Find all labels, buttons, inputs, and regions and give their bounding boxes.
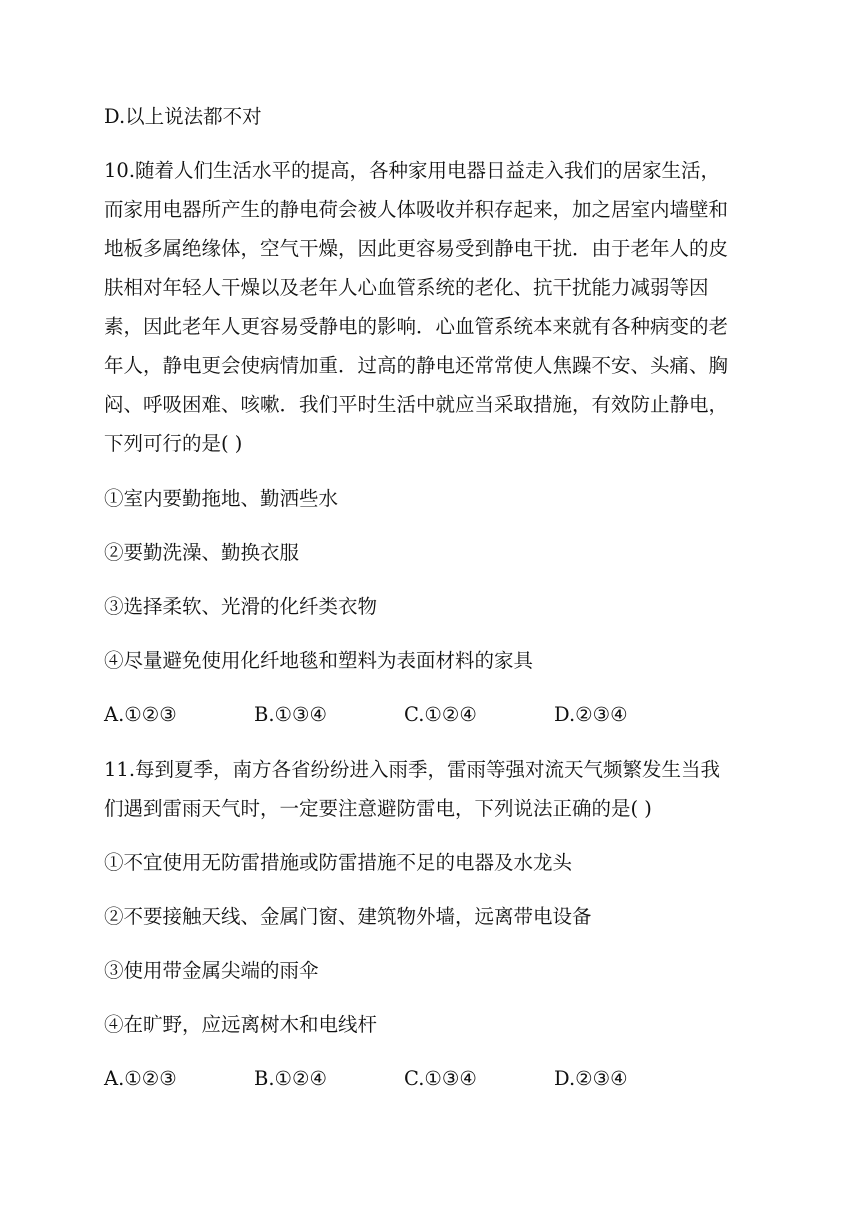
- question-10-option-a[interactable]: A.①②③: [104, 703, 177, 726]
- question-11-option-d[interactable]: D.②③④: [554, 1067, 628, 1090]
- question-10-stem-line: 肤相对年轻人干燥以及老年人心血管系统的老化、抗干扰能力减弱等因: [104, 276, 709, 299]
- question-10-stem-line: 地板多属绝缘体，空气干燥，因此更容易受到静电干扰．由于老年人的皮: [104, 237, 729, 260]
- prev-question-option-d: D.以上说法都不对: [104, 105, 262, 128]
- question-10-stem-line: 下列可行的是( ): [104, 432, 243, 455]
- question-10-stem-line: 素，因此老年人更容易受静电的影响．心血管系统本来就有各种病变的老: [104, 315, 729, 338]
- question-10-option-b[interactable]: B.①③④: [254, 703, 327, 726]
- question-10-stem-line: 年人，静电更会使病情加重．过高的静电还常常使人焦躁不安、头痛、胸: [104, 354, 729, 377]
- question-10-option-c[interactable]: C.①②④: [404, 703, 477, 726]
- question-10-option-d[interactable]: D.②③④: [554, 703, 628, 726]
- question-10-statement-2: ②要勤洗澡、勤换衣服: [104, 541, 300, 564]
- question-11-statement-4: ④在旷野，应远离树木和电线杆: [104, 1013, 378, 1036]
- question-10-stem-line: 10.随着人们生活水平的提高，各种家用电器日益走入我们的居家生活，: [104, 159, 721, 182]
- question-11-option-a[interactable]: A.①②③: [104, 1067, 177, 1090]
- question-11-statement-1: ①不宜使用无防雷措施或防雷措施不足的电器及水龙头: [104, 851, 573, 874]
- question-11-statement-2: ②不要接触天线、金属门窗、建筑物外墙，远离带电设备: [104, 905, 592, 928]
- question-10-statement-4: ④尽量避免使用化纤地毯和塑料为表面材料的家具: [104, 649, 534, 672]
- question-10-stem-line: 而家用电器所产生的静电荷会被人体吸收并积存起来，加之居室内墙壁和: [104, 198, 729, 221]
- question-11-option-c[interactable]: C.①③④: [404, 1067, 477, 1090]
- question-10-statement-1: ①室内要勤拖地、勤洒些水: [104, 487, 339, 510]
- question-10-statement-3: ③选择柔软、光滑的化纤类衣物: [104, 595, 378, 618]
- question-11-statement-3: ③使用带金属尖端的雨伞: [104, 959, 319, 982]
- question-11-stem-line: 11.每到夏季，南方各省纷纷进入雨季，雷雨等强对流天气频繁发生当我: [104, 758, 721, 781]
- question-11-option-b[interactable]: B.①②④: [254, 1067, 327, 1090]
- question-11-options: [104, 1065, 764, 1093]
- question-10-options: [104, 701, 764, 729]
- question-11-stem-line: 们遇到雷雨天气时，一定要注意避防雷电，下列说法正确的是( ): [104, 797, 652, 820]
- question-10-stem-line: 闷、呼吸困难、咳嗽．我们平时生活中就应当采取措施，有效防止静电，: [104, 393, 729, 416]
